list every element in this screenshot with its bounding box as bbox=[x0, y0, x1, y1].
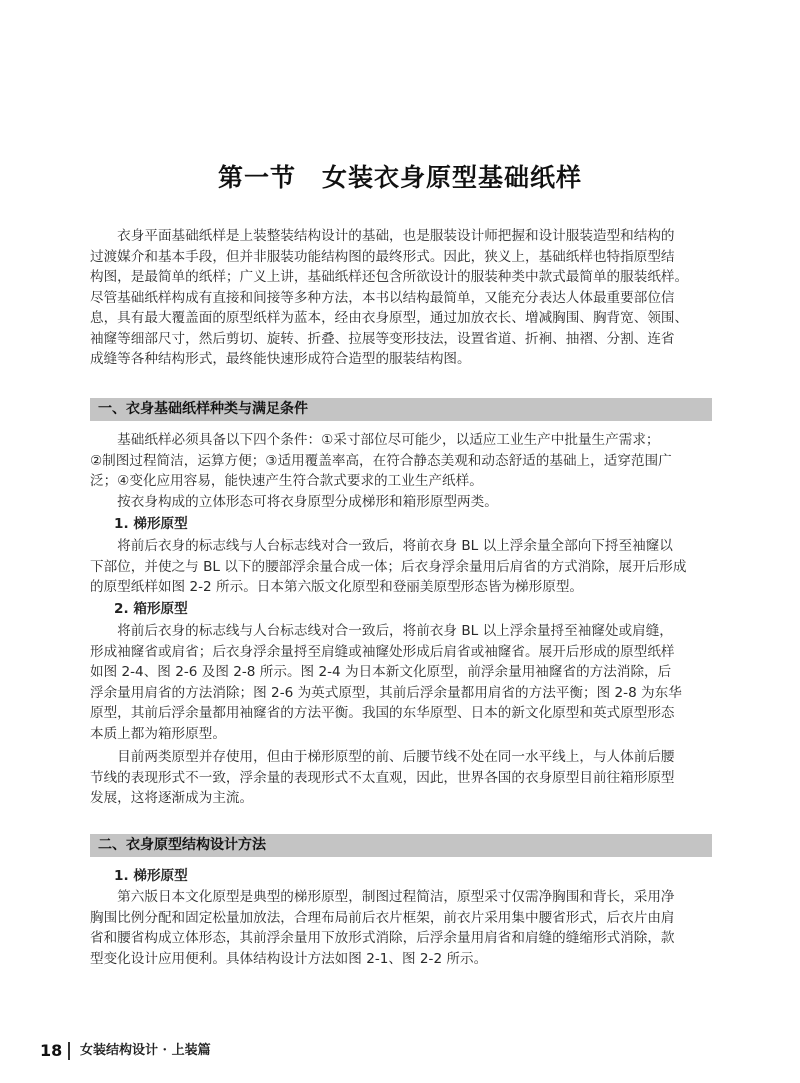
subheading-trapezoid: 1. 梯形原型 bbox=[114, 516, 188, 532]
method-paragraph bbox=[90, 887, 712, 969]
text-line: 将前后衣身的标志线与人台标志线对合一致后，将前衣身 BL 以上浮余量捋至袖窿处或肩缝， bbox=[90, 623, 673, 639]
text-line: 发展，这将逐渐成为主流。 bbox=[90, 790, 254, 806]
footer-divider bbox=[68, 1042, 70, 1060]
text-line: 节线的表现形式不一致，浮余量的表现形式不太直观，因此，世界各国的衣身原型目前往箱形原型 bbox=[90, 769, 675, 786]
running-book-title: 女装结构设计 · 上装篇 bbox=[80, 1043, 211, 1058]
conditions-paragraph bbox=[90, 430, 712, 512]
text-line: 的原型纸样如图 2-2 所示。日本第六版文化原型和登丽美原型形态皆为梯形原型。 bbox=[90, 579, 584, 595]
text-line: 构图，是最简单的纸样；广义上讲，基础纸样还包含所欲设计的服装种类中款式最简单的服装纸样。 bbox=[90, 269, 689, 285]
trapezoid-paragraph bbox=[90, 536, 712, 598]
subheading-box: 2. 箱形原型 bbox=[114, 601, 188, 617]
text-line: ②制图过程简洁，运算方便；③适用覆盖率高，在符合静态美观和动态舒适的基础上，适穿范围广 bbox=[90, 452, 672, 469]
text-line: 浮余量用肩省的方法消除；图 2-6 为英式原型，其前后浮余量都用肩省的方法平衡；图 2-8 为东华 bbox=[90, 684, 682, 701]
text-line: 息，具有最大覆盖面的原型纸样为蓝本，经由衣身原型，通过加放衣长、增减胸围、胸背宽、领围、 bbox=[90, 310, 689, 326]
text-line: 按衣身构成的立体形态可将衣身原型分成梯形和箱形原型两类。 bbox=[90, 493, 498, 510]
text-line: 如图 2-4、图 2-6 及图 2-8 所示。图 2-4 为日本新文化原型，前浮余量用袖窿省的方法消除，后 bbox=[90, 664, 672, 680]
text-line: 基础纸样必须具备以下四个条件：①采寸部位尽可能少，以适应工业生产中批量生产需求； bbox=[90, 432, 660, 448]
text-line: 原型，其前后浮余量都用袖窿省的方法平衡。我国的东华原型、日本的新文化原型和英式原型形态 bbox=[90, 705, 675, 721]
text-line: 形成袖窿省或肩省；后衣身浮余量捋至肩缝或袖窿处形成后肩省或袖窿省。展开后形成的原型纸样 bbox=[90, 643, 675, 660]
subheading-trapezoid-method: 1. 梯形原型 bbox=[114, 868, 188, 884]
text-line: 省和腰省构成立体形态，其前浮余量用下放形式消除，后浮余量用肩省和肩缝的缝缩形式消除，款 bbox=[90, 930, 675, 946]
text-line: 尽管基础纸样构成有直接和间接等多种方法，本书以结构最简单，又能充分表达人体最重要部位信 bbox=[90, 289, 675, 306]
closing-paragraph bbox=[90, 747, 712, 809]
text-line: 成缝等各种结构形式，最终能快速形成符合造型的服装结构图。 bbox=[90, 351, 471, 367]
text-line: 过渡媒介和基本手段，但并非服装功能结构图的最终形式。因此，狭义上，基础纸样也特指原型结 bbox=[90, 248, 675, 265]
intro-paragraph bbox=[90, 226, 712, 370]
section-2-heading: 二、衣身原型结构设计方法 bbox=[90, 834, 712, 857]
page-number: 18 bbox=[40, 1041, 63, 1060]
text-line: 型变化设计应用便利。具体结构设计方法如图 2-1、图 2-2 所示。 bbox=[90, 950, 488, 967]
text-line: 胸围比例分配和固定松量加放法，合理布局前后衣片框架，前衣片采用集中腰省形式，后衣片由肩 bbox=[90, 909, 675, 926]
section-1-heading: 一、衣身基础纸样种类与满足条件 bbox=[90, 398, 712, 421]
text-line: 袖窿等细部尺寸，然后剪切、旋转、折叠、拉展等变形技法，设置省道、折裥、抽褶、分割、连省 bbox=[90, 330, 675, 347]
text-line: 下部位，并使之与 BL 以下的腰部浮余量合成一体；后衣身浮余量用后肩省的方式消除，展开后形成 bbox=[90, 558, 687, 575]
text-line: 本质上都为箱形原型。 bbox=[90, 725, 226, 742]
text-line: 泛；④变化应用容易，能快速产生符合款式要求的工业生产纸样。 bbox=[90, 473, 483, 489]
text-line: 目前两类原型并存使用，但由于梯形原型的前、后腰节线不处在同一水平线上，与人体前后腰 bbox=[90, 749, 675, 765]
text-line: 将前后衣身的标志线与人台标志线对合一致后，将前衣身 BL 以上浮余量全部向下捋至袖窿以 bbox=[90, 538, 673, 554]
text-line: 衣身平面基础纸样是上装整装结构设计的基础，也是服装设计师把握和设计服装造型和结构的 bbox=[90, 228, 675, 244]
section-title: 第一节 女装衣身原型基础纸样 bbox=[217, 163, 582, 192]
box-paragraph bbox=[90, 621, 712, 744]
text-line: 第六版日本文化原型是典型的梯形原型，制图过程简洁，原型采寸仅需净胸围和背长，采用净 bbox=[90, 889, 675, 905]
